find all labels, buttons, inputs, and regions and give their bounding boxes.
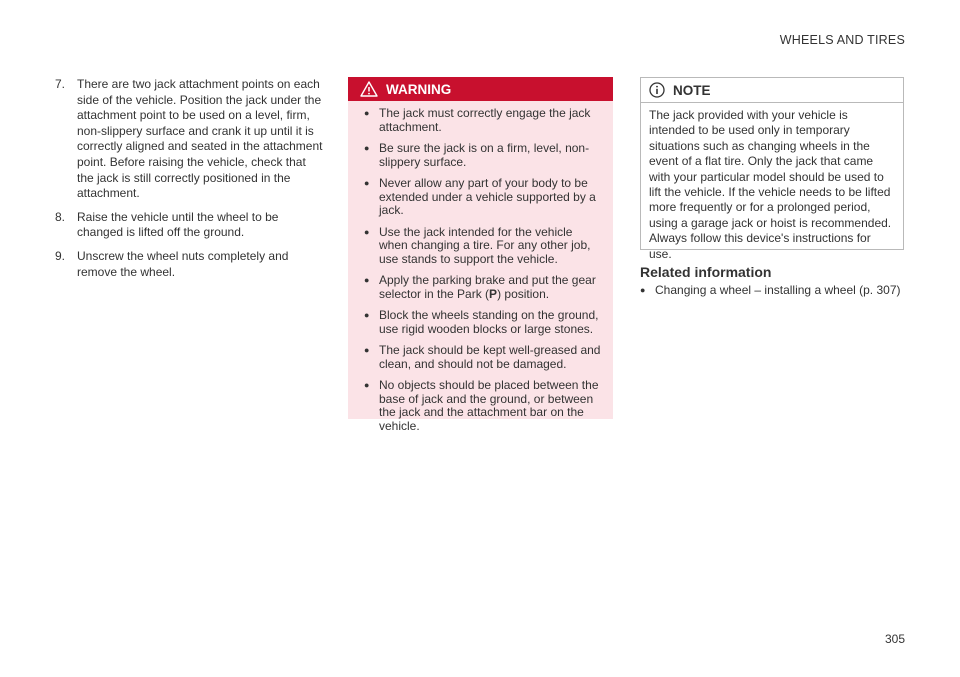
warning-item: ● Never allow any part of your body to be extended under a vehicle supported by a jack. xyxy=(364,176,596,217)
step-text: There are two jack attachment points on each side of the vehicle. Position the jack under the attachment point to be used on a level, firm, non-slippery surface and crank it up until it is correctly aligned and seated in the attachment point. Before raising the vehicle, check that the jack is still correctly positioned in the attachment. xyxy=(77,77,323,201)
warning-item: ● Be sure the jack is on a firm, level, non-slippery surface. xyxy=(364,141,590,169)
note-header xyxy=(641,78,903,103)
step-text: Unscrew the wheel nuts completely and remove the wheel. xyxy=(77,248,289,279)
note-text: The jack provided with your vehicle is intended to be used only in temporary situations such as changing wheels in the event of a flat tire. Only the jack that came with your particular model should be used to lift the vehicle. If the vehicle needs to be lifted more frequently or for a prolonged period, using a garage jack or hoist is recommended. Always follow this device's instructions for use. xyxy=(649,108,892,261)
step-number: 7. xyxy=(55,77,66,91)
warning-item: ● The jack must correctly engage the jack attachment. xyxy=(364,106,591,134)
warning-item: ● The jack should be kept well-greased and clean, and should not be damaged. xyxy=(364,343,601,371)
step-number: 9. xyxy=(55,248,66,263)
info-circle-icon xyxy=(649,82,665,98)
warning-item: ● Use the jack intended for the vehicle when changing a tire. For any other job, use stands to support the vehicle. xyxy=(364,224,591,266)
warning-triangle-icon xyxy=(360,81,378,97)
step-item xyxy=(55,77,323,202)
warning-item: ● Block the wheels standing on the ground, use rigid wooden blocks or large stones. xyxy=(364,308,599,336)
park-position-label: P xyxy=(489,286,498,301)
warning-item: ● Apply the parking brake and put the gear selector in the Park (P) position. xyxy=(364,273,596,301)
note-title: NOTE xyxy=(673,82,711,98)
page-number: 305 xyxy=(884,632,905,646)
step-item xyxy=(55,249,323,280)
warning-box xyxy=(348,77,613,433)
warning-list xyxy=(348,101,613,433)
step-number: 8. xyxy=(55,209,66,224)
warning-item: ● No objects should be placed between the base of jack and the ground, or between the jack and the attachment bar on the vehicle. xyxy=(364,378,599,433)
procedure-steps xyxy=(55,77,323,288)
note-box xyxy=(640,77,904,261)
related-information xyxy=(640,264,904,306)
step-text: Raise the vehicle until the wheel to be changed is lifted off the ground. xyxy=(77,209,279,240)
related-link[interactable]: ● Changing a wheel – installing a wheel (p. 307) xyxy=(640,283,901,297)
warning-title: WARNING xyxy=(386,81,452,97)
section-header: WHEELS AND TIRES xyxy=(779,33,905,47)
step-item xyxy=(55,210,323,241)
related-title: Related information xyxy=(640,264,772,280)
warning-header xyxy=(348,77,613,101)
